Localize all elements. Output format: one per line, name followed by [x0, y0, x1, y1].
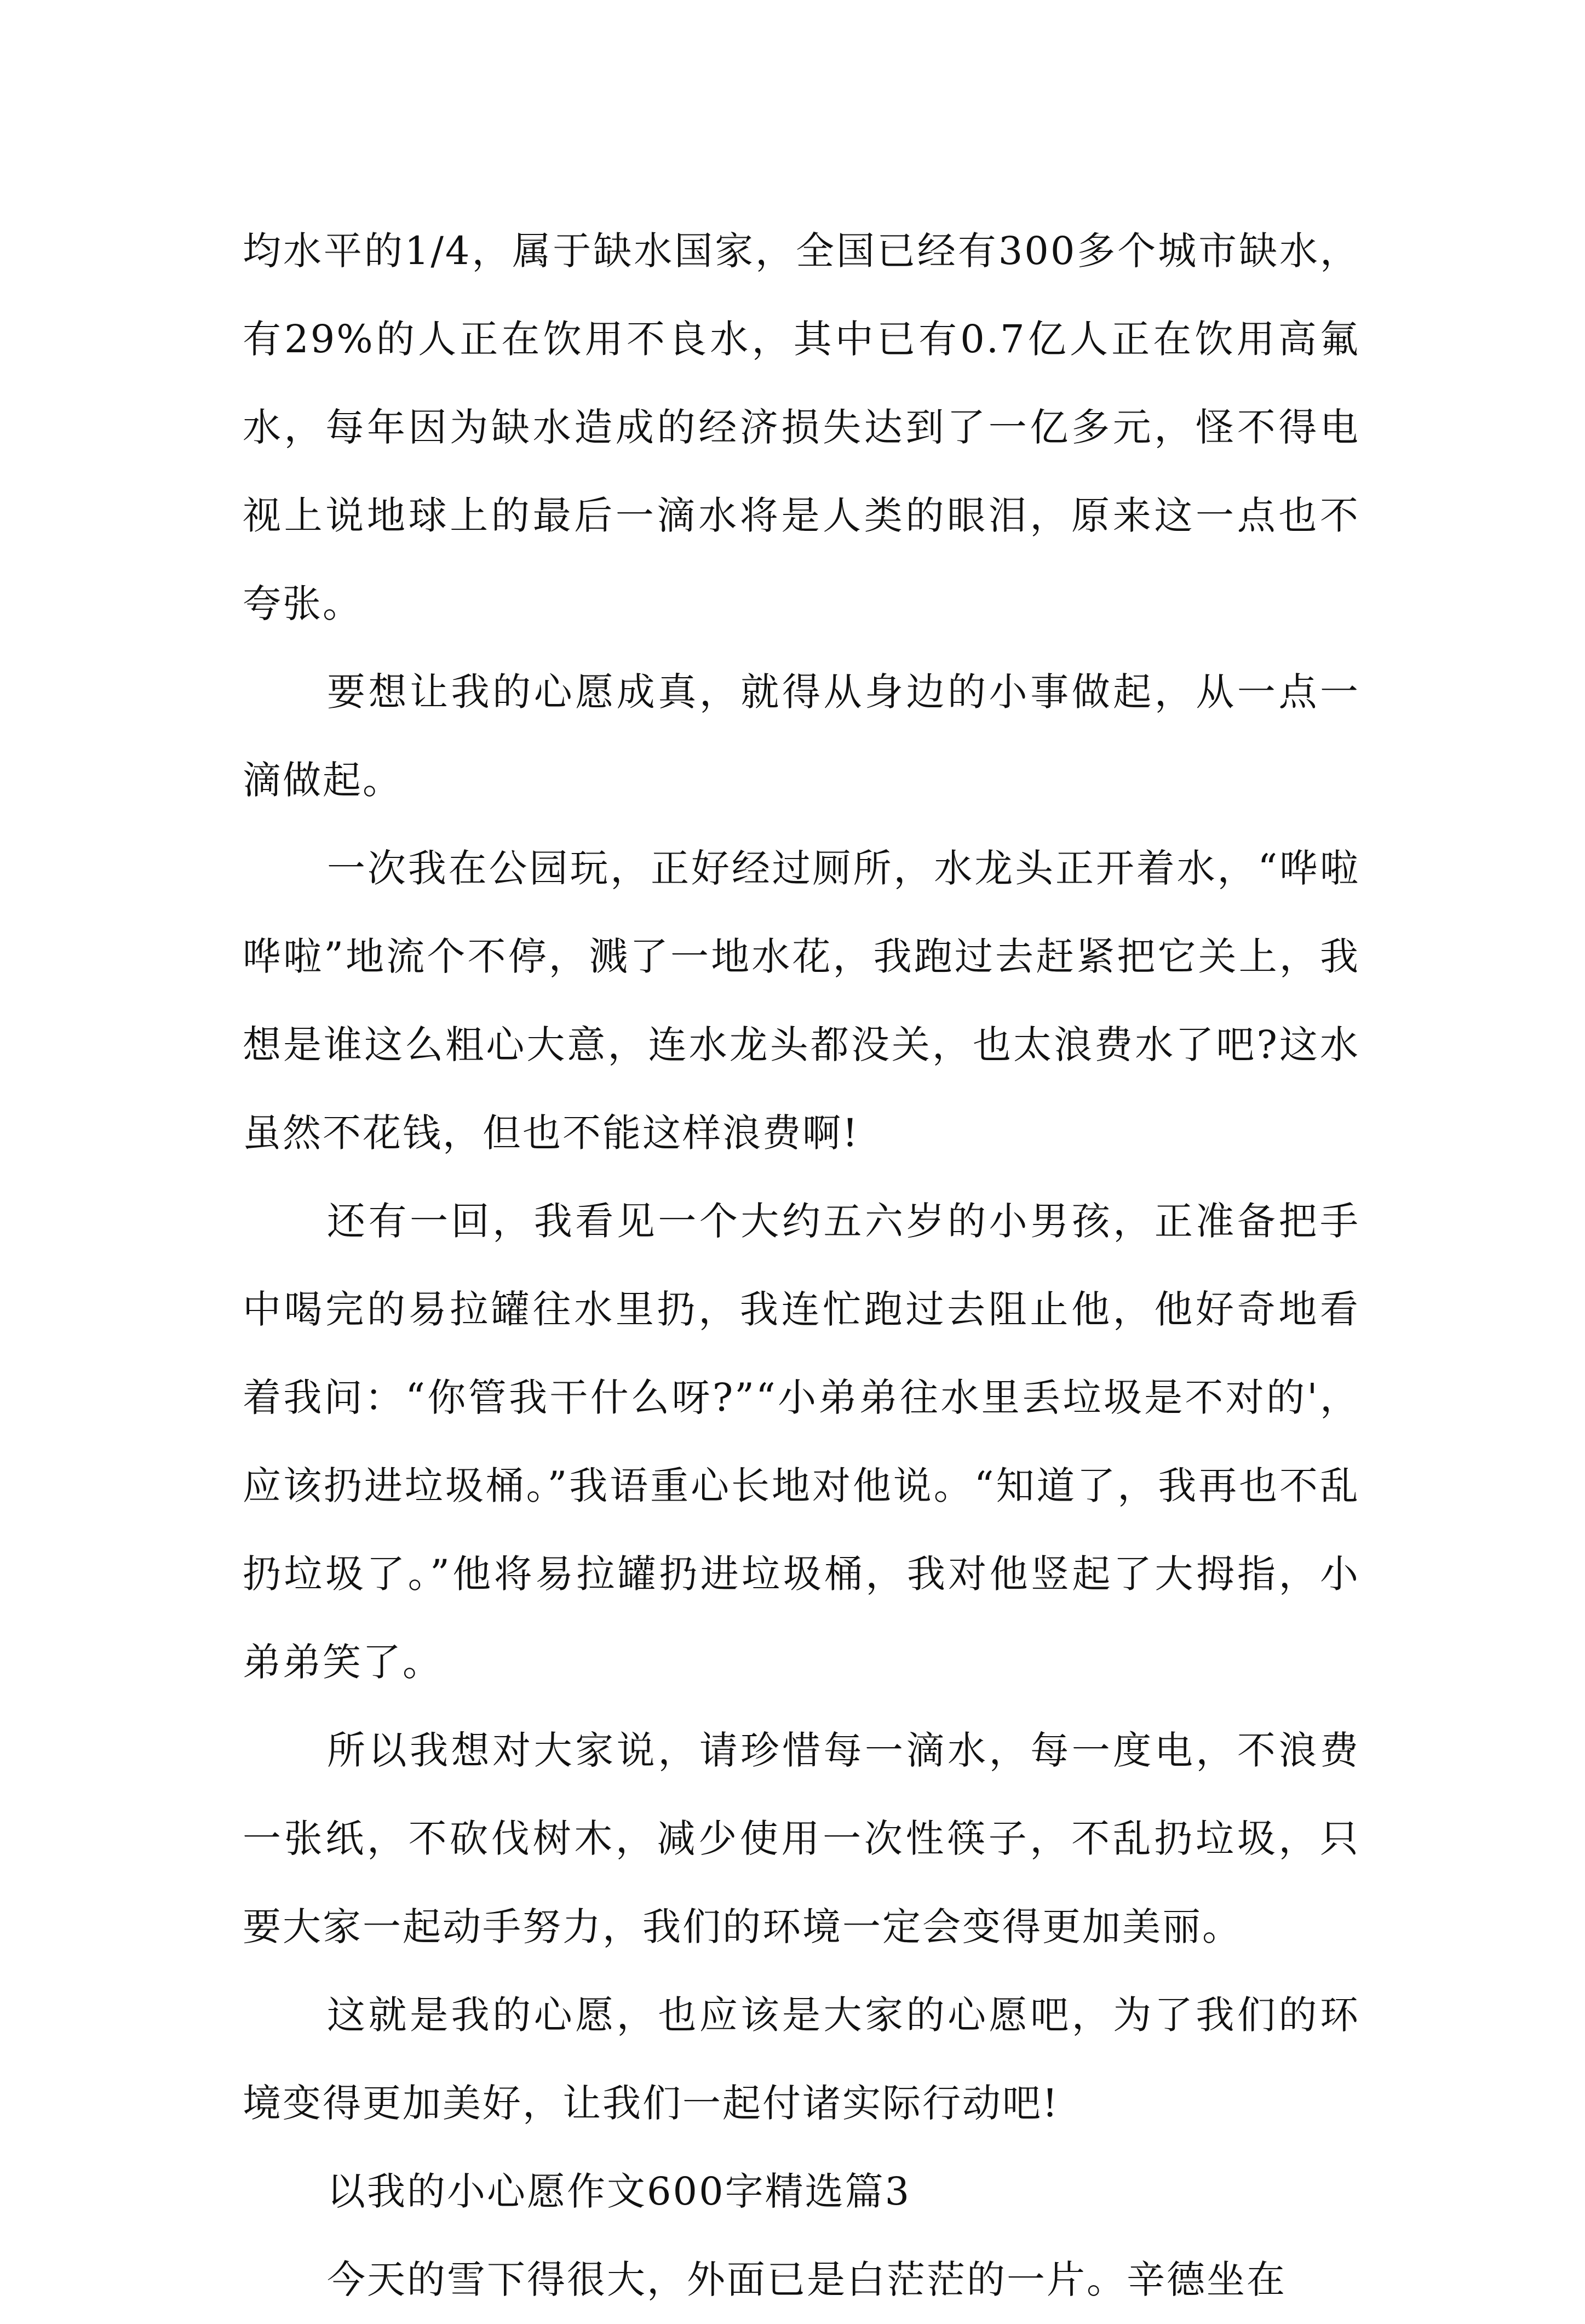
- paragraph: 这就是我的心愿，也应该是大家的心愿吧，为了我们的环境变得更加美好，让我们一起付诸实际行动吧!: [243, 1993, 1360, 2126]
- paragraph: 还有一回，我看见一个大约五六岁的小男孩，正准备把手中喝完的易拉罐往水里扔，我连忙跑过去阻止他，他好奇地看着我问：“你管我干什么呀?”“小弟弟往水里丢垃圾是不对的'，应该扔进垃圾桶。”我语重心长地对他说。“知道了，我再也不乱扔垃圾了。”他将易拉罐扔进垃圾桶，我对他竖起了大拇指，小弟弟笑了。: [243, 1199, 1360, 1685]
- section-heading: 以我的小心愿作文600字精选篇3: [327, 2169, 911, 2214]
- paragraph: 所以我想对大家说，请珍惜每一滴水，每一度电，不浪费一张纸，不砍伐树木，减少使用一次性筷子，不乱扔垃圾，只要大家一起动手努力，我们的环境一定会变得更加美丽。: [243, 1728, 1360, 1949]
- paragraph-continued: 均水平的1/4，属于缺水国家，全国已经有300多个城市缺水，有29%的人正在饮用不良水，其中已有0.7亿人正在饮用高氟水，每年因为缺水造成的经济损失达到了一亿多元，怪不得电视上说地球上的最后一滴水将是人类的眼泪，原来这一点也不夸张。: [243, 228, 1360, 626]
- document-body: [243, 207, 1360, 2324]
- paragraph: 一次我在公园玩，正好经过厕所，水龙头正开着水，“哗啦哗啦”地流个不停，溅了一地水花，我跑过去赶紧把它关上，我想是谁这么粗心大意，连水龙头都没关，也太浪费水了吧?这水虽然不花钱，但也不能这样浪费啊!: [243, 846, 1360, 1155]
- paragraph: 要想让我的心愿成真，就得从身边的小事做起，从一点一滴做起。: [243, 669, 1360, 803]
- paragraph: 今天的雪下得很大，外面已是白茫茫的一片。辛德坐在: [327, 2257, 1287, 2302]
